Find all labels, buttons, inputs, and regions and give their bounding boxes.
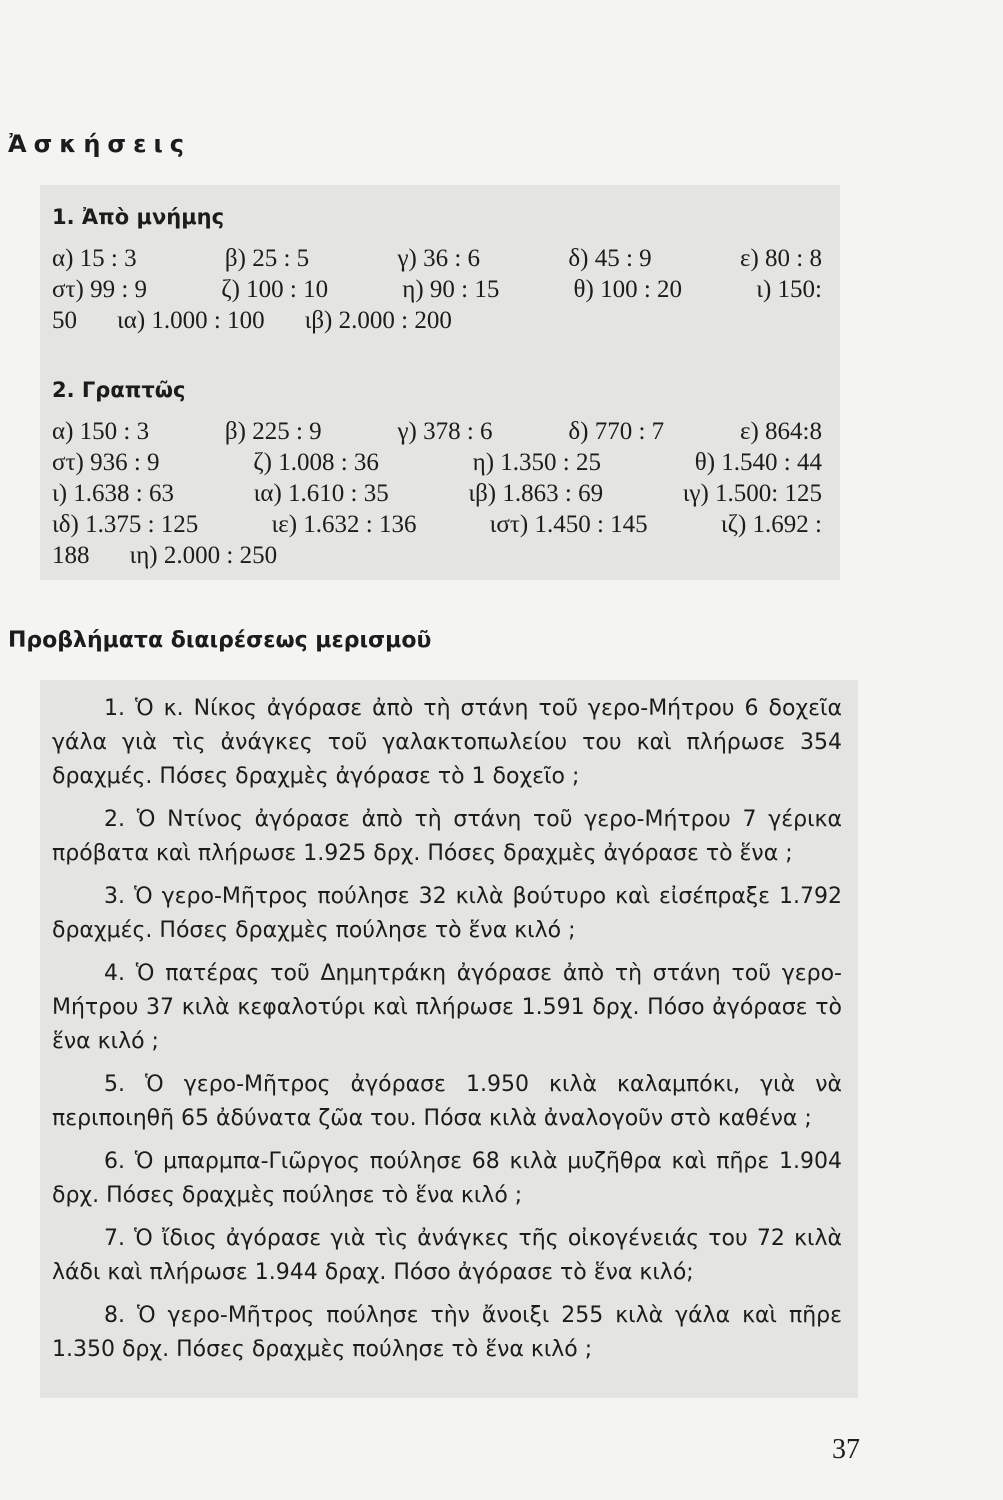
exercise-item: α) 15 : 3: [52, 245, 137, 272]
exercise-item: θ) 1.540 : 44: [694, 449, 822, 476]
exercise-item: στ) 99 : 9: [52, 276, 148, 303]
memory-exercises-text: [52, 243, 822, 336]
exercise-item: ια) 1.610 : 35: [253, 480, 389, 507]
exercise-line: [52, 274, 822, 305]
problem-item: 8. Ὁ γερο-Μῆτρος πούλησε τὴν ἄνοιξι 255 κιλὰ γάλα καὶ πῆρε 1.350 δρχ. Πόσες δραχμὲς πούλησε τὸ ἕνα κιλό ;: [52, 1303, 842, 1362]
exercise-item: δ) 770 : 7: [568, 418, 665, 445]
exercise-item: ια) 1.000 : 100: [117, 307, 265, 334]
exercise-line: [52, 447, 822, 478]
exercise-item: δ) 45 : 9: [568, 245, 652, 272]
problem-item: 7. Ὁ ἴδιος ἀγόρασε γιὰ τὶς ἀνάγκες τῆς οἰκογένειάς του 72 κιλὰ λάδι καὶ πλήρωσε 1.944 δραχ. Πόσο ἀγόρασε τὸ ἕνα κιλό;: [52, 1226, 842, 1285]
exercise-item: γ) 36 : 6: [397, 245, 481, 272]
written-exercises-text: [52, 416, 822, 571]
exercise-item: ιβ) 1.863 : 69: [468, 480, 604, 507]
exercise-item: γ) 378 : 6: [397, 418, 493, 445]
problem-item: 6. Ὁ μπαρμπα-Γιῶργος πούλησε 68 κιλὰ μυζῆθρα καὶ πῆρε 1.904 δρχ. Πόσες δραχμὲς πούλησε τὸ ἕνα κιλό ;: [52, 1149, 842, 1208]
problem-item: 5. Ὁ γερο-Μῆτρος ἀγόρασε 1.950 κιλὰ καλαμπόκι, γιὰ νὰ περιποιηθῆ 65 ἀδύνατα ζῶα του. Πόσα κιλὰ ἀναλογοῦν στὸ καθένα ;: [52, 1072, 842, 1131]
exercise-item: ζ) 100 : 10: [221, 276, 329, 303]
exercise-line: [52, 416, 822, 447]
exercise-line: [52, 243, 822, 274]
exercise-line: [52, 305, 822, 336]
page-number: 37: [832, 1434, 860, 1465]
exercise-line: [52, 478, 822, 509]
exercise-item: στ) 936 : 9: [52, 449, 160, 476]
exercise-item: α) 150 : 3: [52, 418, 150, 445]
problems-heading: Προβλήματα διαιρέσεως μερισμοῦ: [8, 628, 432, 653]
exercise-item: ζ) 1.008 : 36: [253, 449, 379, 476]
exercise-item: 188: [52, 542, 90, 569]
exercise-item: 50: [52, 307, 77, 334]
exercise-item: ι) 1.638 : 63: [52, 480, 174, 507]
memory-exercises-heading: 1. Ἀπὸ μνήμης: [52, 205, 225, 229]
exercise-item: ιβ) 2.000 : 200: [304, 307, 452, 334]
exercise-item: θ) 100 : 20: [573, 276, 683, 303]
exercise-line: [52, 509, 822, 540]
written-exercises-heading: 2. Γραπτῶς: [52, 378, 186, 402]
exercise-item: ε) 864:8: [739, 418, 822, 445]
exercise-item: ιδ) 1.375 : 125: [52, 511, 199, 538]
page-heading: Ἀσκήσεις: [8, 130, 192, 158]
exercise-item: β) 25 : 5: [224, 245, 310, 272]
exercise-item: ιζ) 1.692 :: [720, 511, 822, 538]
exercise-item: η) 90 : 15: [402, 276, 500, 303]
problem-item: 4. Ὁ πατέρας τοῦ Δημητράκη ἀγόρασε ἀπὸ τὴ στάνη τοῦ γερο-Μήτρου 37 κιλὰ κεφαλοτύρι καὶ πλήρωσε 1.591 δρχ. Πόσο ἀγόρασε τὸ ἕνα κιλό ;: [52, 961, 842, 1054]
exercise-item: ιε) 1.632 : 136: [271, 511, 417, 538]
exercise-item: ε) 80 : 8: [739, 245, 822, 272]
exercise-item: ι) 150:: [756, 276, 822, 303]
exercise-item: ιστ) 1.450 : 145: [489, 511, 648, 538]
exercise-item: ιγ) 1.500: 125: [682, 480, 822, 507]
exercise-item: β) 225 : 9: [224, 418, 322, 445]
exercise-item: η) 1.350 : 25: [472, 449, 601, 476]
problems-list: [52, 692, 842, 1376]
problem-item: 2. Ὁ Ντίνος ἀγόρασε ἀπὸ τὴ στάνη τοῦ γερο-Μήτρου 7 γέρικα πρόβατα καὶ πλήρωσε 1.925 δρχ. Πόσες δραχμὲς ἀγόρασε τὸ ἕνα ;: [52, 807, 842, 866]
problem-item: 3. Ὁ γερο-Μῆτρος πούλησε 32 κιλὰ βούτυρο καὶ εἰσέπραξε 1.792 δραχμές. Πόσες δραχμὲς πούλησε τὸ ἕνα κιλό ;: [52, 884, 842, 943]
exercise-line: [52, 540, 822, 571]
exercise-item: ιη) 2.000 : 250: [129, 542, 278, 569]
problem-item: 1. Ὁ κ. Νίκος ἀγόρασε ἀπὸ τὴ στάνη τοῦ γερο-Μήτρου 6 δοχεῖα γάλα γιὰ τὶς ἀνάγκες τοῦ γαλακτοπωλείου του καὶ πλήρωσε 354 δραχμές. Πόσες δραχμὲς ἀγόρασε τὸ 1 δοχεῖο ;: [52, 696, 842, 789]
